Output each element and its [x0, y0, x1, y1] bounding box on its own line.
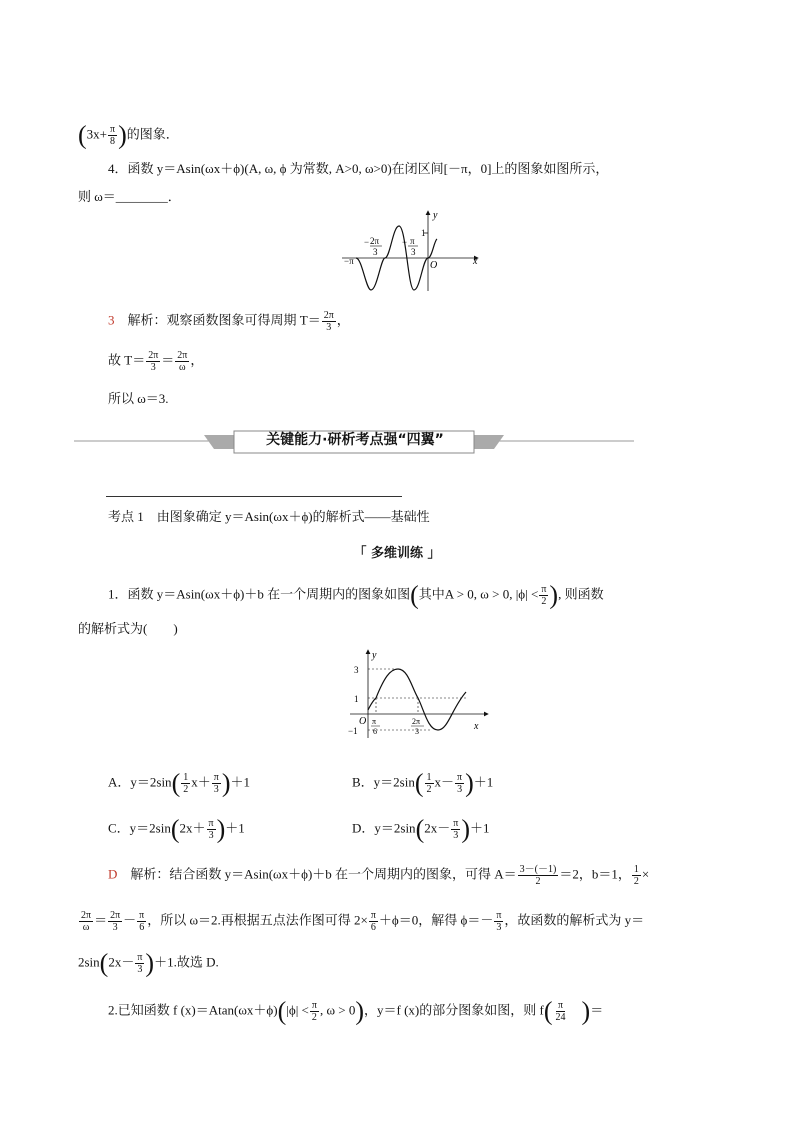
answer-mark: 3 — [108, 312, 115, 328]
tick-label-neg-pi: −π — [344, 256, 354, 266]
tick-label-pi: π — [410, 236, 415, 246]
svg-text:−: − — [364, 237, 370, 247]
svg-text:−1: −1 — [348, 726, 358, 736]
option-d[interactable]: D．y＝2sin(2x－ $\frac{\pi}{3}$ )＋1 — [352, 814, 490, 844]
question-1-line2: 的解析式为( ) — [78, 621, 178, 636]
solution-4: 3 解析：观察函数图象可得周期 T＝ $\frac{2\pi}{3}$ ， — [108, 310, 350, 333]
text-line: (3x+ $\frac{\pi}{8}$ )的图象． — [78, 120, 179, 150]
svg-text:−: − — [402, 237, 408, 247]
solution-1: D 解析：结合函数 y＝Asin(ωx＋ϕ)＋b 在一个周期内的图象，可得 A＝ $\frac{3-(-1)}{2}$ ＝2，b＝1， $\frac{1}{2}$ × — [108, 864, 650, 887]
origin-label: O — [359, 716, 367, 727]
question-4: 4．函数 y＝Asin(ωx＋ϕ)(A, ω, ϕ 为常数, A>0, ω>0)在闭区间[－π，0]上的图象如图所示， — [108, 161, 609, 176]
fraction: $\frac{\pi}{8}$ — [110, 124, 116, 147]
option-a[interactable]: A．y＝2sin( $\frac{1}{2}$ x＋ $\frac{\pi}{3}$ )＋1 — [108, 768, 250, 798]
option-c[interactable]: C．y＝2sin(2x＋ $\frac{\pi}{3}$ )＋1 — [108, 814, 245, 844]
svg-text:π: π — [372, 717, 377, 726]
svg-text:3: 3 — [373, 247, 378, 257]
section-title: 关键能力·研析考点强“四翼” — [266, 432, 444, 448]
svg-text:3: 3 — [411, 247, 416, 257]
origin-label: O — [430, 260, 438, 271]
svg-text:3: 3 — [354, 665, 359, 675]
solution-4-line3: 所以 ω＝3. — [108, 391, 169, 406]
duowei-title: 「 多维训练 」 — [353, 546, 441, 561]
y-axis-label: y — [433, 210, 438, 221]
x-axis-label: x — [473, 256, 478, 267]
tick-label-one: 1 — [421, 228, 426, 238]
x-axis-label: x — [474, 721, 479, 732]
option-b[interactable]: B．y＝2sin( $\frac{1}{2}$ x－ $\frac{\pi}{3}$ )＋1 — [352, 768, 494, 798]
y-axis-label: y — [372, 650, 377, 661]
kaodian-heading: 考点 1 由图象确定 y＝Asin(ωx＋ϕ)的解析式——基础性 — [108, 509, 430, 524]
question-1: 1．函数 y＝Asin(ωx＋ϕ)＋b 在一个周期内的图象如图(其中A > 0, ω > 0, |ϕ| < $\frac{\pi}{2}$ ), 则函数 — [108, 580, 604, 610]
tick-label-2pi: 2π — [370, 236, 380, 246]
sine-graph-figure — [340, 206, 485, 294]
fraction: $\frac{2\pi}{3}$ — [323, 310, 334, 333]
divider — [106, 496, 402, 497]
question-4-blank: 则 ω＝________． — [78, 189, 181, 204]
svg-text:6: 6 — [373, 727, 377, 736]
solution-1-line3: 2sin(2x－ $\frac{\pi}{3}$ )＋1.故选 D. — [78, 948, 219, 978]
sine-graph-figure-2 — [340, 648, 490, 740]
svg-text:1: 1 — [354, 694, 359, 704]
svg-text:2π: 2π — [412, 717, 421, 726]
solution-1-line2: $\frac{2\pi}{\omega}$ ＝ $\frac{2\pi}{3}$ － $\frac{\pi}{6}$ ，所以 ω＝2.再根据五点法作图可得 2× $\frac{\pi}{6}$ ＋ϕ＝0，解得 ϕ＝－ $\frac{\pi}{3}$ ，故函数的解析式为 y＝ — [81, 910, 645, 933]
question-2: 2.已知函数 f (x)＝Atan(ωx＋ϕ)(|ϕ| < $\frac{\pi}{2}$ , ω > 0)，y＝f (x)的部分图象如图，则 f( $\frac{\pi}{24}$ )＝ — [108, 996, 604, 1026]
solution-4-line2: 故 T＝ $\frac{2\pi}{3}$ ＝ $\frac{2\pi}{\omega}$ ， — [108, 350, 204, 373]
answer-mark: D — [108, 866, 118, 882]
svg-text:3: 3 — [415, 727, 419, 736]
